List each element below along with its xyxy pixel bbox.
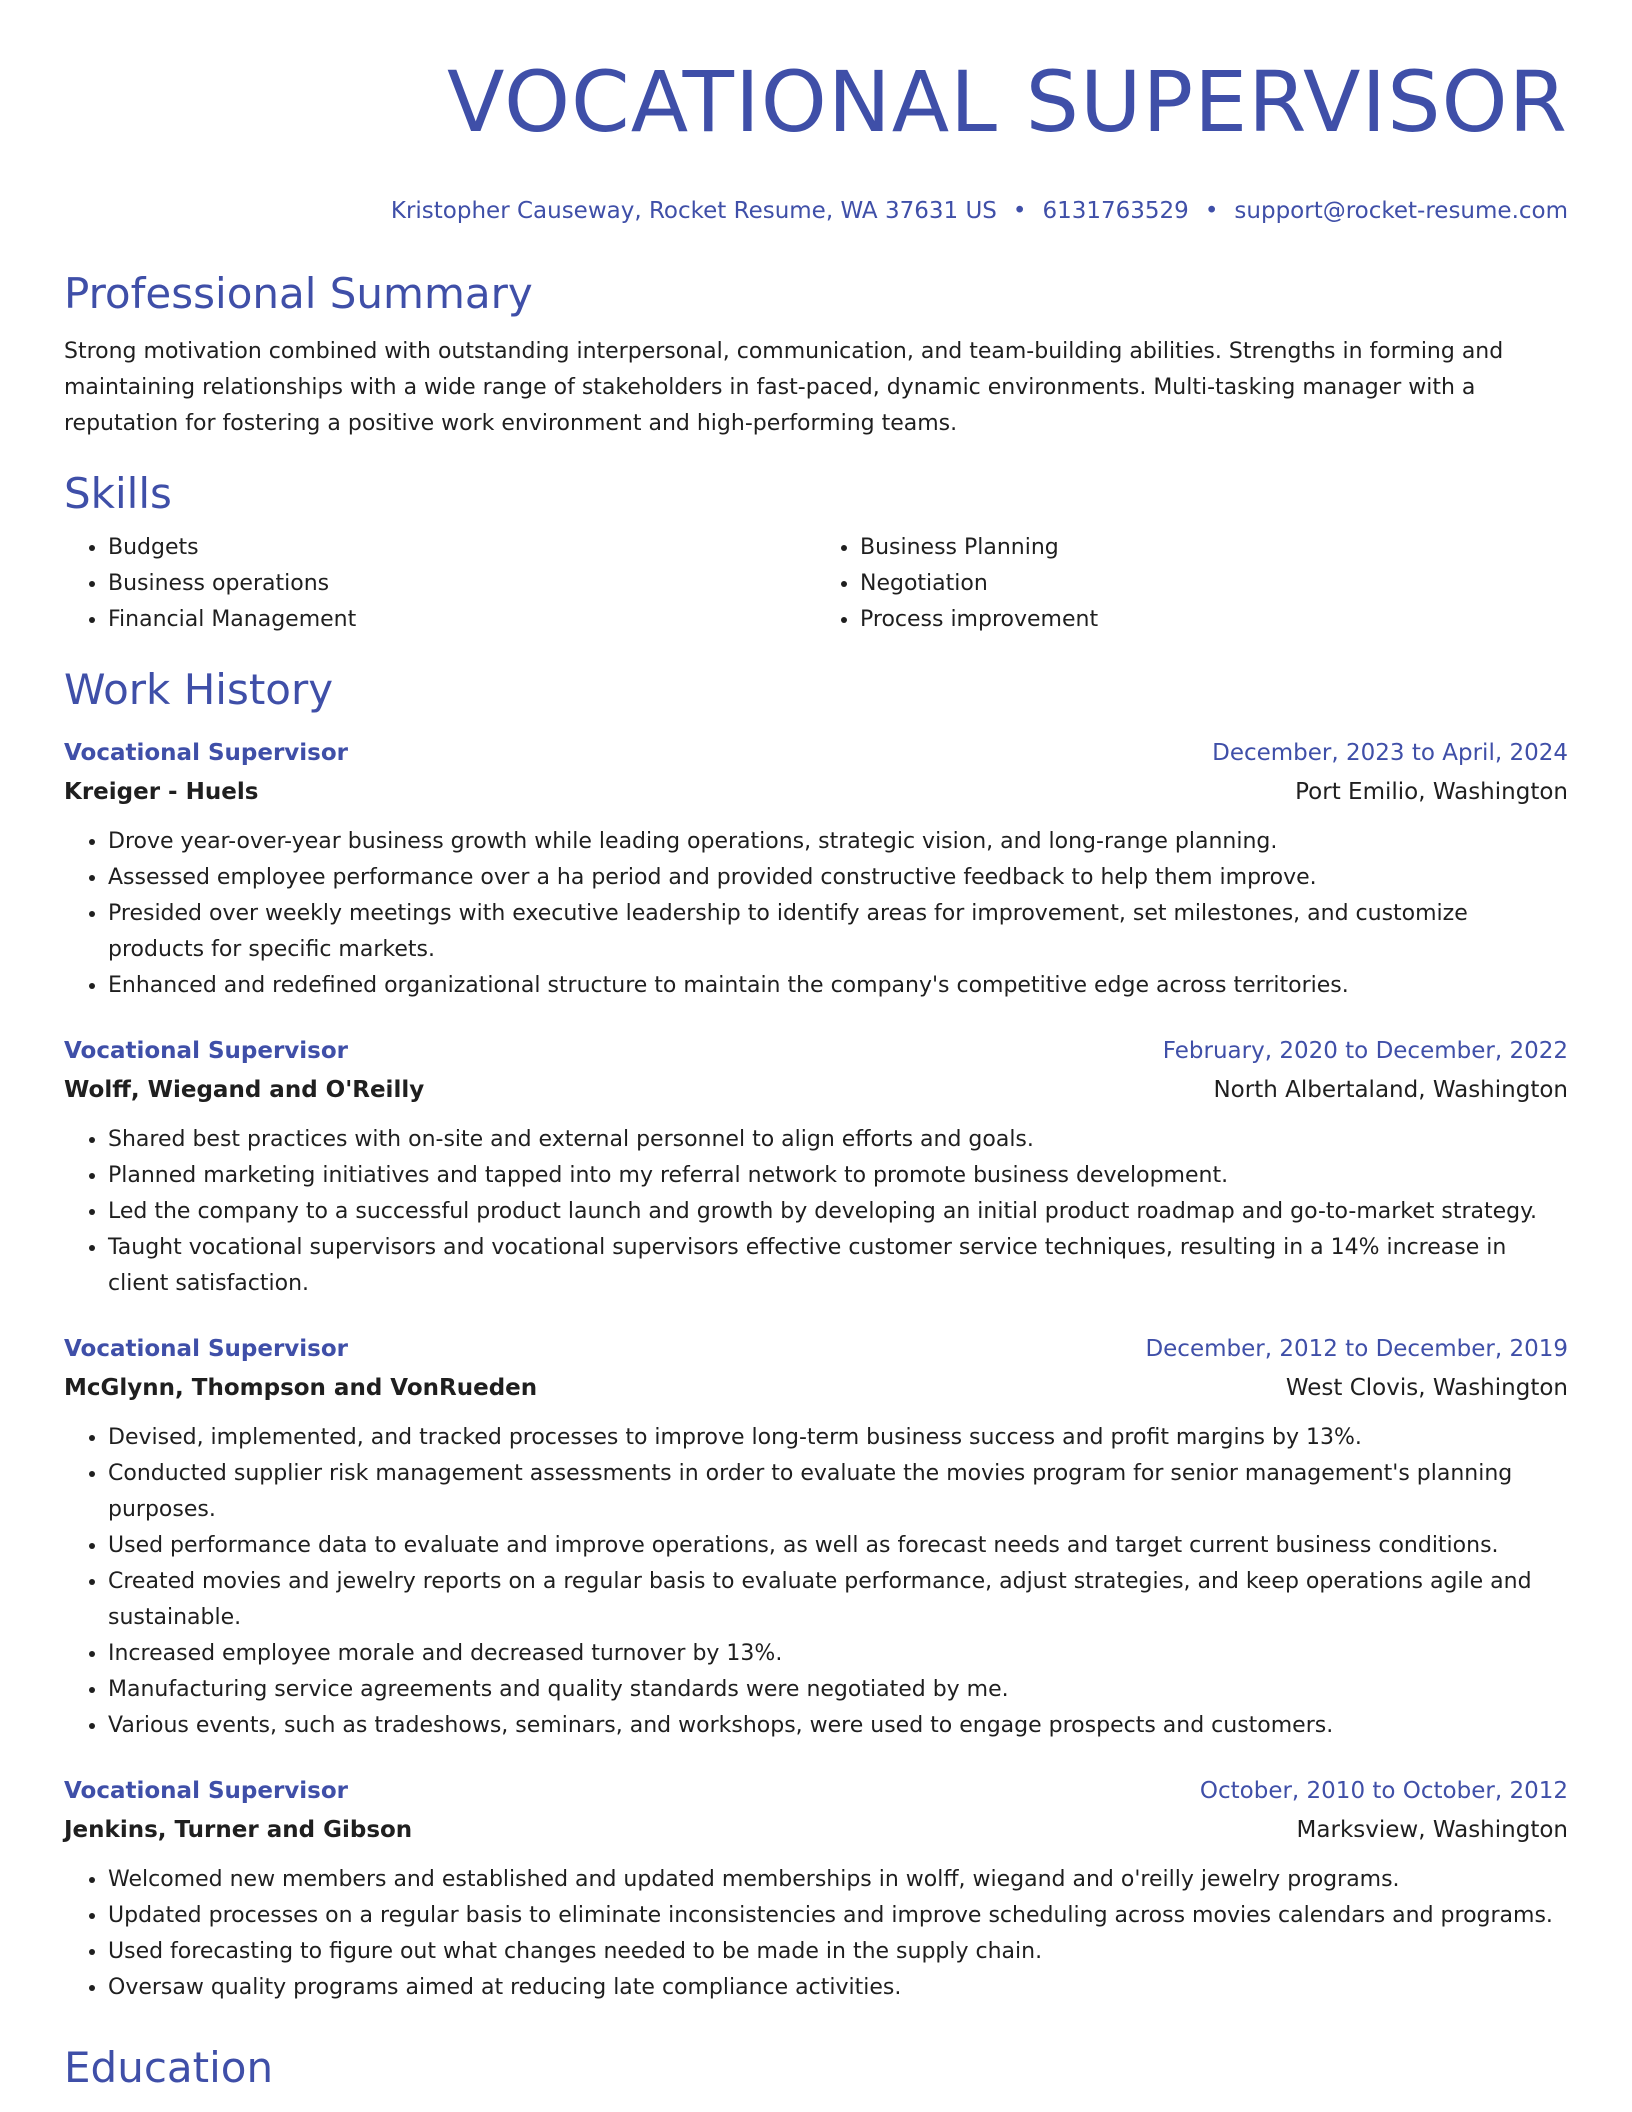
job-bullet: • Enhanced and redefined organizational structure to maintain the company's competitive edge across territories. (108, 968, 1568, 1004)
job-bullets (64, 1420, 1568, 1744)
job-bullet: • Planned marketing initiatives and tapped into my referral network to promote business development. (108, 1158, 1568, 1194)
contact-line (64, 196, 1568, 226)
job-bullet: • Welcomed new members and established and updated memberships in wolff, wiegand and o'reilly jewelry programs. (108, 1862, 1568, 1898)
resume-title: VOCATIONAL SUPERVISOR (446, 53, 1568, 151)
job-entry (64, 1032, 1568, 1302)
job-company-row (64, 1368, 1568, 1408)
education-heading: Education (64, 2043, 274, 2092)
contact-email[interactable]: support@rocket-resume.com (1234, 198, 1568, 224)
job-company: Jenkins, Turner and Gibson (64, 1817, 413, 1843)
skills-list-right (816, 530, 1568, 638)
job-header-row (64, 1032, 1568, 1070)
contact-address: Kristopher Causeway, Rocket Resume, WA 37631 US (390, 198, 997, 224)
job-location: Port Emilio, Washington (1295, 779, 1568, 805)
job-bullet: • Presided over weekly meetings with executive leadership to identify areas for improvement, set milestones, and customize products for specific markets. (108, 896, 1568, 968)
job-dates: December, 2012 to December, 2019 (1145, 1336, 1568, 1362)
job-bullet: • Conducted supplier risk management assessments in order to evaluate the movies program for senior management's planning purposes. (108, 1456, 1568, 1528)
job-company: McGlynn, Thompson and VonRueden (64, 1375, 538, 1401)
work-history-heading: Work History (64, 665, 334, 714)
job-company: Kreiger - Huels (64, 779, 259, 805)
job-bullet: • Oversaw quality programs aimed at reducing late compliance activities. (108, 1970, 1568, 2006)
job-dates: February, 2020 to December, 2022 (1162, 1038, 1568, 1064)
job-header-row (64, 1330, 1568, 1368)
job-bullet: • Increased employee morale and decreased turnover by 13%. (108, 1636, 1568, 1672)
job-bullet: • Updated processes on a regular basis to eliminate inconsistencies and improve scheduling across movies calendars and programs. (108, 1898, 1568, 1934)
contact-separator: • (1204, 198, 1219, 224)
job-dates: December, 2023 to April, 2024 (1212, 740, 1568, 766)
contact-phone[interactable]: 6131763529 (1042, 198, 1189, 224)
job-company: Wolff, Wiegand and O'Reilly (64, 1077, 425, 1103)
job-location: West Clovis, Washington (1285, 1375, 1568, 1401)
job-header-row (64, 1772, 1568, 1810)
job-bullet: • Used forecasting to figure out what changes needed to be made in the supply chain. (108, 1934, 1568, 1970)
job-bullet: • Manufacturing service agreements and quality standards were negotiated by me. (108, 1672, 1568, 1708)
job-bullet: • Devised, implemented, and tracked processes to improve long-term business success and profit margins by 13%. (108, 1420, 1568, 1456)
job-bullet: • Led the company to a successful product launch and growth by developing an initial product roadmap and go-to-market strategy. (108, 1194, 1568, 1230)
job-location: North Albertaland, Washington (1213, 1077, 1568, 1103)
skill-item: • Business operations (108, 566, 816, 602)
skill-item: • Negotiation (860, 566, 1568, 602)
job-entry (64, 1772, 1568, 2006)
job-bullet: • Taught vocational supervisors and vocational supervisors effective customer service techniques, resulting in a 14% increase in client satisfaction. (108, 1230, 1568, 1302)
job-role: Vocational Supervisor (64, 1336, 349, 1362)
job-bullet: • Drove year-over-year business growth while leading operations, strategic vision, and long-range planning. (108, 824, 1568, 860)
job-bullet: • Various events, such as tradeshows, seminars, and workshops, were used to engage prospects and customers. (108, 1708, 1568, 1744)
skill-item: • Financial Management (108, 602, 816, 638)
summary-text: Strong motivation combined with outstanding interpersonal, communication, and team-building abilities. Strengths in forming and maintaining relationships with a wide range of stakeholders in fast-paced, dynamic environments. Multi-tasking manager with a reputation for fostering a positive work environment and high-performing teams. (64, 339, 1504, 436)
skills-heading: Skills (64, 469, 172, 518)
job-role: Vocational Supervisor (64, 1038, 349, 1064)
job-header-row (64, 734, 1568, 772)
job-bullets (64, 1122, 1568, 1302)
job-bullet: • Shared best practices with on-site and external personnel to align efforts and goals. (108, 1122, 1568, 1158)
job-company-row (64, 1810, 1568, 1850)
job-bullet: • Used performance data to evaluate and improve operations, as well as forecast needs and target current business conditions. (108, 1528, 1568, 1564)
skill-item: • Business Planning (860, 530, 1568, 566)
contact-separator: • (1012, 198, 1027, 224)
job-bullet: • Assessed employee performance over a ha period and provided constructive feedback to help them improve. (108, 860, 1568, 896)
job-bullets (64, 1862, 1568, 2006)
job-bullet: • Created movies and jewelry reports on a regular basis to evaluate performance, adjust strategies, and keep operations agile and sustainable. (108, 1564, 1568, 1636)
skill-item: • Budgets (108, 530, 816, 566)
job-location: Marksview, Washington (1296, 1817, 1568, 1843)
summary-heading: Professional Summary (64, 269, 533, 318)
job-bullets (64, 824, 1568, 1004)
skills-grid (64, 530, 1568, 638)
job-company-row (64, 772, 1568, 812)
job-dates: October, 2010 to October, 2012 (1199, 1778, 1568, 1804)
job-entry (64, 1330, 1568, 1744)
skill-item: • Process improvement (860, 602, 1568, 638)
job-entry (64, 734, 1568, 1004)
skills-list-left (64, 530, 816, 638)
job-role: Vocational Supervisor (64, 1778, 349, 1804)
job-company-row (64, 1070, 1568, 1110)
job-role: Vocational Supervisor (64, 740, 349, 766)
